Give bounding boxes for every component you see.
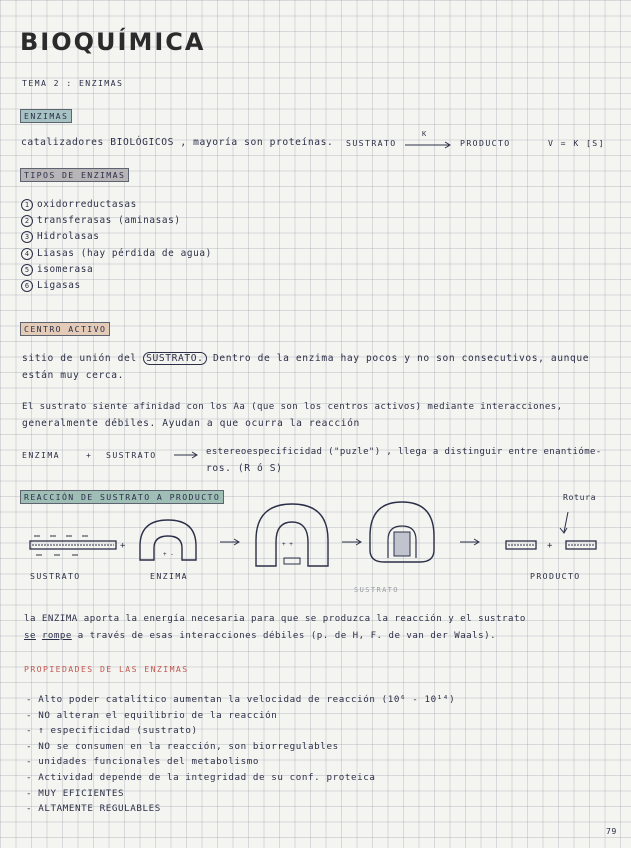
centro-sustrato: SUSTRATO bbox=[106, 450, 157, 460]
circled-word-sustrato: SUSTRATO. bbox=[143, 352, 206, 365]
page-number: 79 bbox=[606, 826, 617, 836]
list-item: - NO se consumen en la reacción, son biorregulables bbox=[26, 740, 339, 752]
diagram-label-producto: PRODUCTO bbox=[530, 571, 581, 581]
diagram-label-enzima: ENZIMA bbox=[150, 571, 188, 581]
list-item: - ↑ especificidad (sustrato) bbox=[26, 725, 198, 737]
centro-paragraph-1: sitio de unión del SUSTRATO. Dentro de la enzima hay pocos y no son consecutivos, aunque bbox=[22, 353, 590, 364]
rate-constant-k: K bbox=[422, 130, 428, 138]
product-bar-icon bbox=[566, 541, 596, 549]
section-heading-tipos: TIPOS DE ENZIMAS bbox=[20, 168, 129, 182]
enzyme-icon bbox=[140, 520, 196, 560]
rate-formula: V = K [S] bbox=[548, 138, 605, 148]
section-heading-enzimas: ENZIMAS bbox=[20, 109, 72, 123]
substrate-bar-icon bbox=[30, 536, 116, 555]
reaction-diagram bbox=[20, 500, 610, 590]
list-item: 4 Liasas (hay pérdida de agua) bbox=[21, 246, 212, 262]
section-heading-centro-activo: CENTRO ACTIVO bbox=[20, 322, 110, 336]
centro-plus: + bbox=[86, 450, 93, 460]
list-item: - NO alteran el equilibrio de la reacción bbox=[26, 709, 278, 721]
list-item: 1 oxidorreductasas bbox=[21, 197, 212, 213]
list-item: - unidades funcionales del metabolismo bbox=[26, 756, 259, 768]
reaccion-paragraph: la ENZIMA aporta la energía necesaria para que se produzca la reacción y el sustrato bbox=[24, 614, 526, 624]
list-item: - ALTAMENTE REGULABLES bbox=[26, 803, 161, 815]
section-heading-reaccion: REACCIÓN DE SUSTRATO A PRODUCTO bbox=[20, 490, 224, 504]
centro-paragraph-1-line2: están muy cerca. bbox=[22, 370, 125, 381]
centro-paragraph-2-line2: generalmente débiles. Ayudan a que ocurra la reacción bbox=[22, 418, 360, 429]
list-item: - Actividad depende de la integridad de su conf. proteica bbox=[26, 771, 376, 783]
reaction-substrate: SUSTRATO bbox=[346, 138, 397, 148]
centro-paragraph-2: El sustrato siente afinidad con los Aa (que son los centros activos) mediante interacciones, bbox=[22, 402, 563, 412]
page-title: BIOQUÍMICA bbox=[20, 28, 206, 56]
rotura-label: Rotura bbox=[563, 492, 597, 502]
reaccion-paragraph-line2: se rompe a través de esas interacciones débiles (p. de H, F. de van der Waals). bbox=[24, 631, 497, 641]
centro-paragraph-3-line2: ros. (R ó S) bbox=[206, 463, 283, 474]
svg-text:+: + bbox=[120, 541, 126, 551]
list-item: 3 Hidrolasas bbox=[21, 229, 212, 245]
svg-text:+: + bbox=[547, 541, 553, 551]
svg-text:+ +: + + bbox=[282, 541, 293, 548]
propiedades-list bbox=[26, 692, 455, 817]
svg-text:+ -: + - bbox=[163, 551, 174, 558]
list-item: - MUY EFICIENTES bbox=[26, 787, 125, 799]
enzyme-product-complex-icon bbox=[370, 502, 434, 562]
centro-enzima: ENZIMA bbox=[22, 450, 60, 460]
centro-paragraph-3: estereoespecificidad ("puzle") , llega a distinguir entre enantióme- bbox=[206, 447, 602, 457]
section-heading-propiedades: PROPIEDADES DE LAS ENZIMAS bbox=[24, 664, 189, 674]
reaction-arrow-icon bbox=[405, 141, 453, 149]
diagram-label-sustrato-faded: SUSTRATO bbox=[354, 586, 399, 594]
enzyme-substrate-complex-icon bbox=[256, 504, 328, 566]
list-item: 5 isomerasa bbox=[21, 262, 212, 278]
list-item: 6 Ligasas bbox=[21, 278, 212, 294]
product-bar-icon bbox=[506, 541, 536, 549]
list-item: - Alto poder catalítico aumentan la velocidad de reacción (10⁶ - 10¹⁴) bbox=[26, 694, 456, 705]
enzimas-definition: catalizadores BIOLÓGICOS , mayoría son proteínas. bbox=[21, 137, 334, 148]
diagram-label-sustrato: SUSTRATO bbox=[30, 571, 81, 581]
reaction-product: PRODUCTO bbox=[460, 138, 511, 148]
page-subtitle: TEMA 2 : ENZIMAS bbox=[22, 78, 124, 88]
list-item: 2 transferasas (aminasas) bbox=[21, 213, 212, 229]
arrow-icon bbox=[174, 451, 200, 459]
tipos-list bbox=[21, 197, 212, 294]
